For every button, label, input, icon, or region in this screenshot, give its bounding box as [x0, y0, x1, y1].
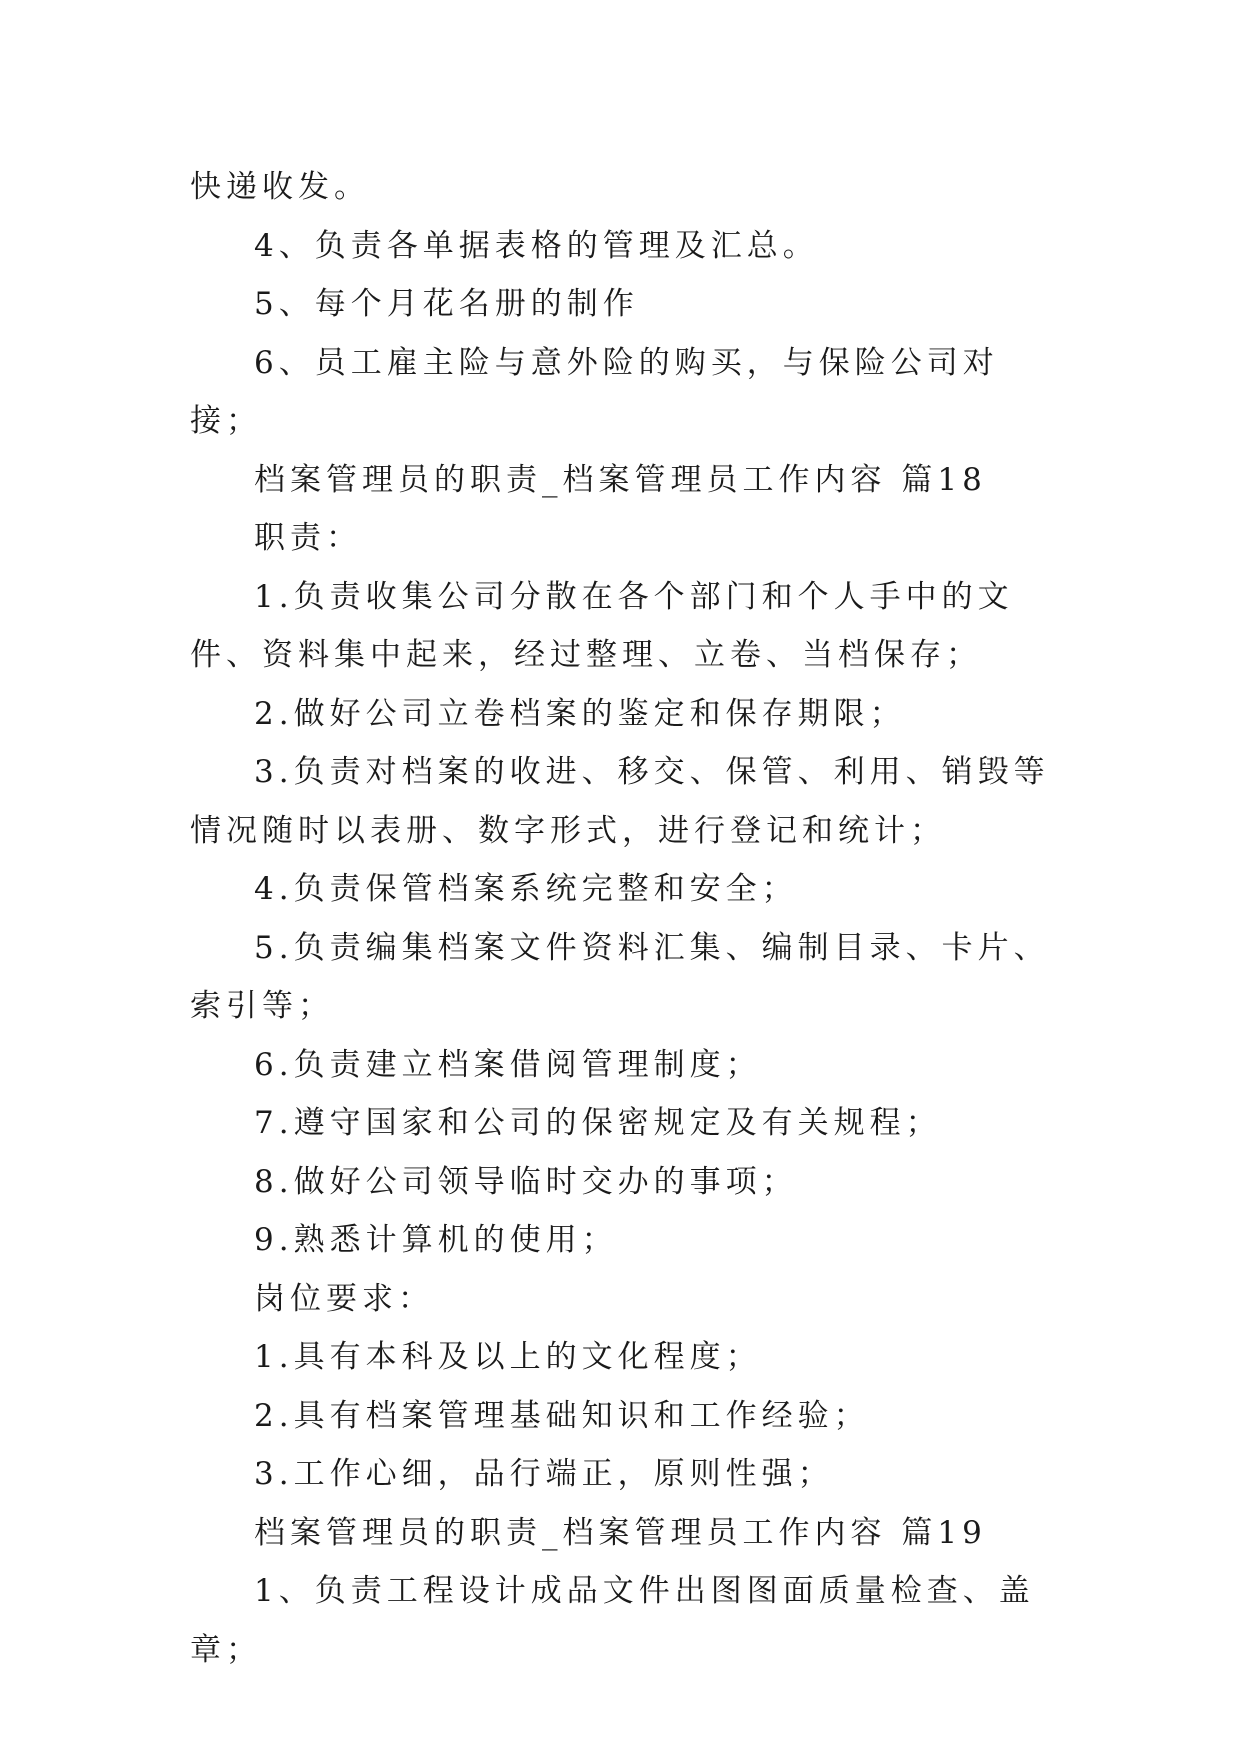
- paragraph: 快递收发。: [190, 169, 370, 205]
- paragraph: 1.负责收集公司分散在各个部门和个人手中的文件、资料集中起来，经过整理、立卷、当档保存；: [190, 578, 1014, 673]
- paragraph: 4、负责各单据表格的管理及汇总。: [254, 227, 819, 264]
- paragraph: 6、员工雇主险与意外险的购买，与保险公司对接；: [190, 344, 999, 439]
- subsection-label: 职责：: [254, 520, 362, 556]
- subsection-label: 岗位要求：: [254, 1280, 434, 1317]
- paragraph: 2.做好公司立卷档案的鉴定和保存期限；: [254, 695, 906, 732]
- paragraph: 7.遵守国家和公司的保密规定及有关规程；: [254, 1105, 942, 1141]
- section-heading: 档案管理员的职责_档案管理员工作内容 篇19: [254, 1514, 987, 1551]
- paragraph: 8.做好公司领导临时交办的事项；: [254, 1163, 798, 1200]
- paragraph: 3.工作心细，品行端正，原则性强；: [254, 1456, 834, 1492]
- paragraph: 6.负责建立档案借阅管理制度；: [254, 1046, 762, 1083]
- paragraph: 5.负责编集档案文件资料汇集、编制目录、卡片、索引等；: [190, 929, 1050, 1024]
- paragraph: 5、每个月花名册的制作: [254, 286, 639, 322]
- section-heading: 档案管理员的职责_档案管理员工作内容 篇18: [254, 461, 987, 498]
- paragraph: 1、负责工程设计成品文件出图图面质量检查、盖章；: [190, 1573, 1035, 1668]
- paragraph: 2.具有档案管理基础知识和工作经验；: [254, 1397, 870, 1434]
- paragraph: 1.具有本科及以上的文化程度；: [254, 1339, 762, 1375]
- document-body: [190, 158, 1050, 1679]
- paragraph: 3.负责对档案的收进、移交、保管、利用、销毁等情况随时以表册、数字形式，进行登记和统计；: [190, 754, 1050, 849]
- paragraph: 4.负责保管档案系统完整和安全；: [254, 871, 798, 907]
- paragraph: 9.熟悉计算机的使用；: [254, 1222, 618, 1258]
